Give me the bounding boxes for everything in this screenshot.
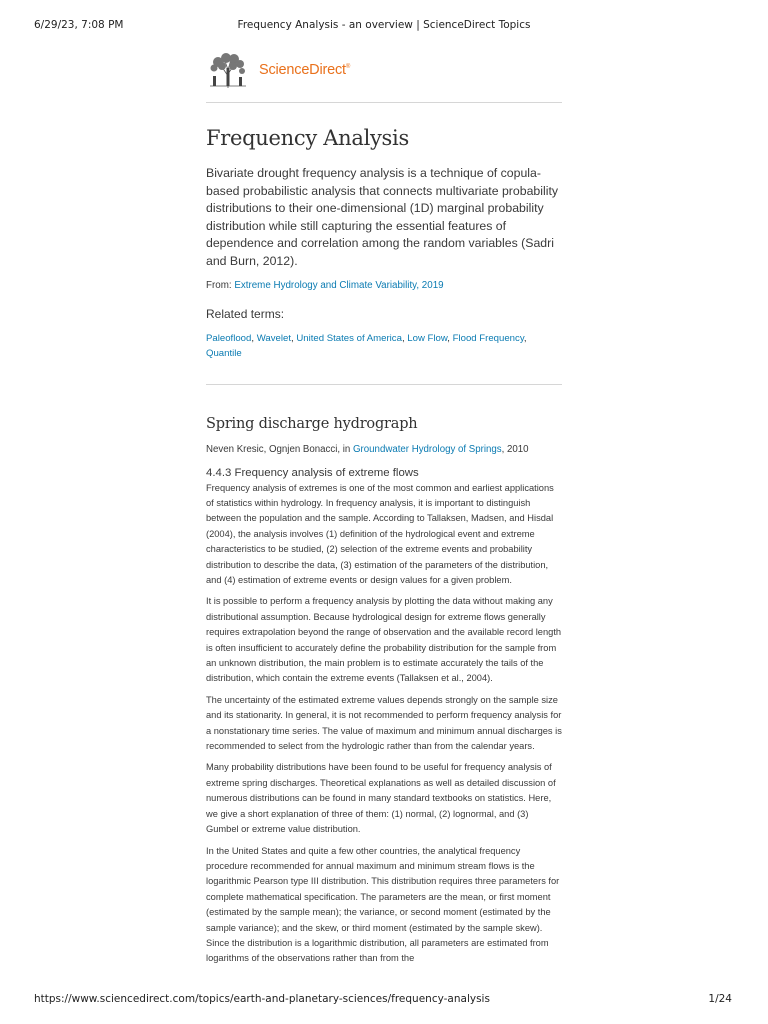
term-separator: ,: [291, 332, 297, 344]
brand-name: ScienceDirect®: [259, 62, 351, 78]
term-separator: ,: [251, 332, 257, 344]
article-authors: [206, 444, 562, 455]
related-term-link[interactable]: Low Flow: [407, 332, 448, 344]
source-prefix: From:: [206, 279, 235, 291]
source-book-link[interactable]: Extreme Hydrology and Climate Variability, 2019: [234, 279, 444, 291]
related-term-link[interactable]: Paleoflood: [206, 332, 252, 344]
related-terms-heading: Related terms:: [206, 306, 285, 321]
article-title: Spring discharge hydrograph: [206, 415, 418, 432]
article-paragraph: Frequency analysis of extremes is one of the most common and earliest applications of statistics within hydrology. In frequency analysis, it is important to distinguish between the population and the sample. According to Tallaksen, Madsen, and Hisdal (2004), the analysis involves (1) definition of the hydrological event and extreme characteristics to be studied, (2) selection of the extreme events and probability distribution to describe the data, (3) estimation of the parameters of the distribution, and (4) estimation of extreme events or design values for a given problem.: [206, 482, 554, 585]
article-paragraph: It is possible to perform a frequency analysis by plotting the data without making any distributional assumption. Because hydrological design for extreme flows generally requires extrapolation beyond the range of observation and the available record length is often insufficient to accurately define the probability distribution for the sample from an unknown distribution, the main problem is to estimate accurately the tails of the distribution, which contain the extreme events (Tallaksen et al., 2004).: [206, 596, 562, 684]
related-term-link[interactable]: Flood Frequency: [452, 332, 524, 344]
topic-definition: Bivariate drought frequency analysis is a technique of copula-based probabilistic analysis that connects multivariate probability distributions to their one-dimensional (1D) marginal probability distribution while still capturing the essential features of dependence and correlation among the random variables (Sadri and Burn, 2012).: [206, 166, 559, 268]
term-separator: ,: [523, 332, 527, 344]
registered-mark: ®: [345, 64, 351, 71]
print-datetime: 6/29/23, 7:08 PM: [34, 19, 124, 31]
term-separator: ,: [447, 332, 453, 344]
sciencedirect-logo[interactable]: [206, 48, 562, 92]
print-page-number: 1/24: [708, 993, 732, 1005]
page-title: Frequency Analysis: [206, 126, 409, 150]
term-separator: ,: [401, 332, 408, 344]
article-paragraph: Many probability distributions have been found to be useful for frequency analysis of extreme spring discharges. Theoretical explanations as well as detailed discussion of numerous distributions can be found in many standard textbooks on statistics. Here, we give a short explanation of three of them: (1) normal, (2) lognormal, and (3) Gumbel or extreme value distribution.: [206, 762, 556, 835]
article-paragraph: The uncertainty of the estimated extreme values depends strongly on the sample size and its stationarity. In general, it is not recommended to perform frequency analysis for a nonstationary time series. The value of maximum and minimum annual discharges is recommended to select from the hydrologic rather than from the calendar years.: [206, 694, 562, 752]
authors-text: Neven Kresic, Ognjen Bonacci, in: [206, 443, 354, 455]
related-term-link[interactable]: United States of America: [296, 332, 402, 344]
article-paragraph: In the United States and quite a few other countries, the analytical frequency procedure recommended for annual maximum and minimum stream flows is the logarithmic Pearson type III distribution. This distribution requires three parameters for complete mathematical specification. The parameters are the mean, or first moment (estimated by the sample mean); the variance, or second moment (estimated by the sample variance); and the skew, or third moment (estimated by the sample skew). Since the distribution is a logarithmic distribution, all parameters are estimated from logarithms of the observations rather than from the: [206, 845, 560, 964]
section-heading: 4.4.3 Frequency analysis of extreme flows: [206, 466, 419, 479]
elsevier-tree-icon: [206, 50, 250, 90]
related-term-link[interactable]: Wavelet: [256, 332, 291, 344]
book-link[interactable]: Groundwater Hydrology of Springs: [353, 443, 502, 455]
definition-source: [206, 280, 562, 291]
related-terms-list: [206, 331, 562, 362]
print-page-title: Frequency Analysis - an overview | ScienceDirect Topics: [237, 19, 531, 31]
page-content: [206, 48, 562, 973]
article-year: , 2010: [501, 443, 529, 455]
divider: [206, 384, 562, 385]
print-url: https://www.sciencedirect.com/topics/earth-and-planetary-sciences/frequency-analysis: [34, 993, 490, 1005]
article-body: [206, 481, 562, 967]
divider: [206, 102, 562, 103]
related-term-link[interactable]: Quantile: [206, 348, 242, 360]
